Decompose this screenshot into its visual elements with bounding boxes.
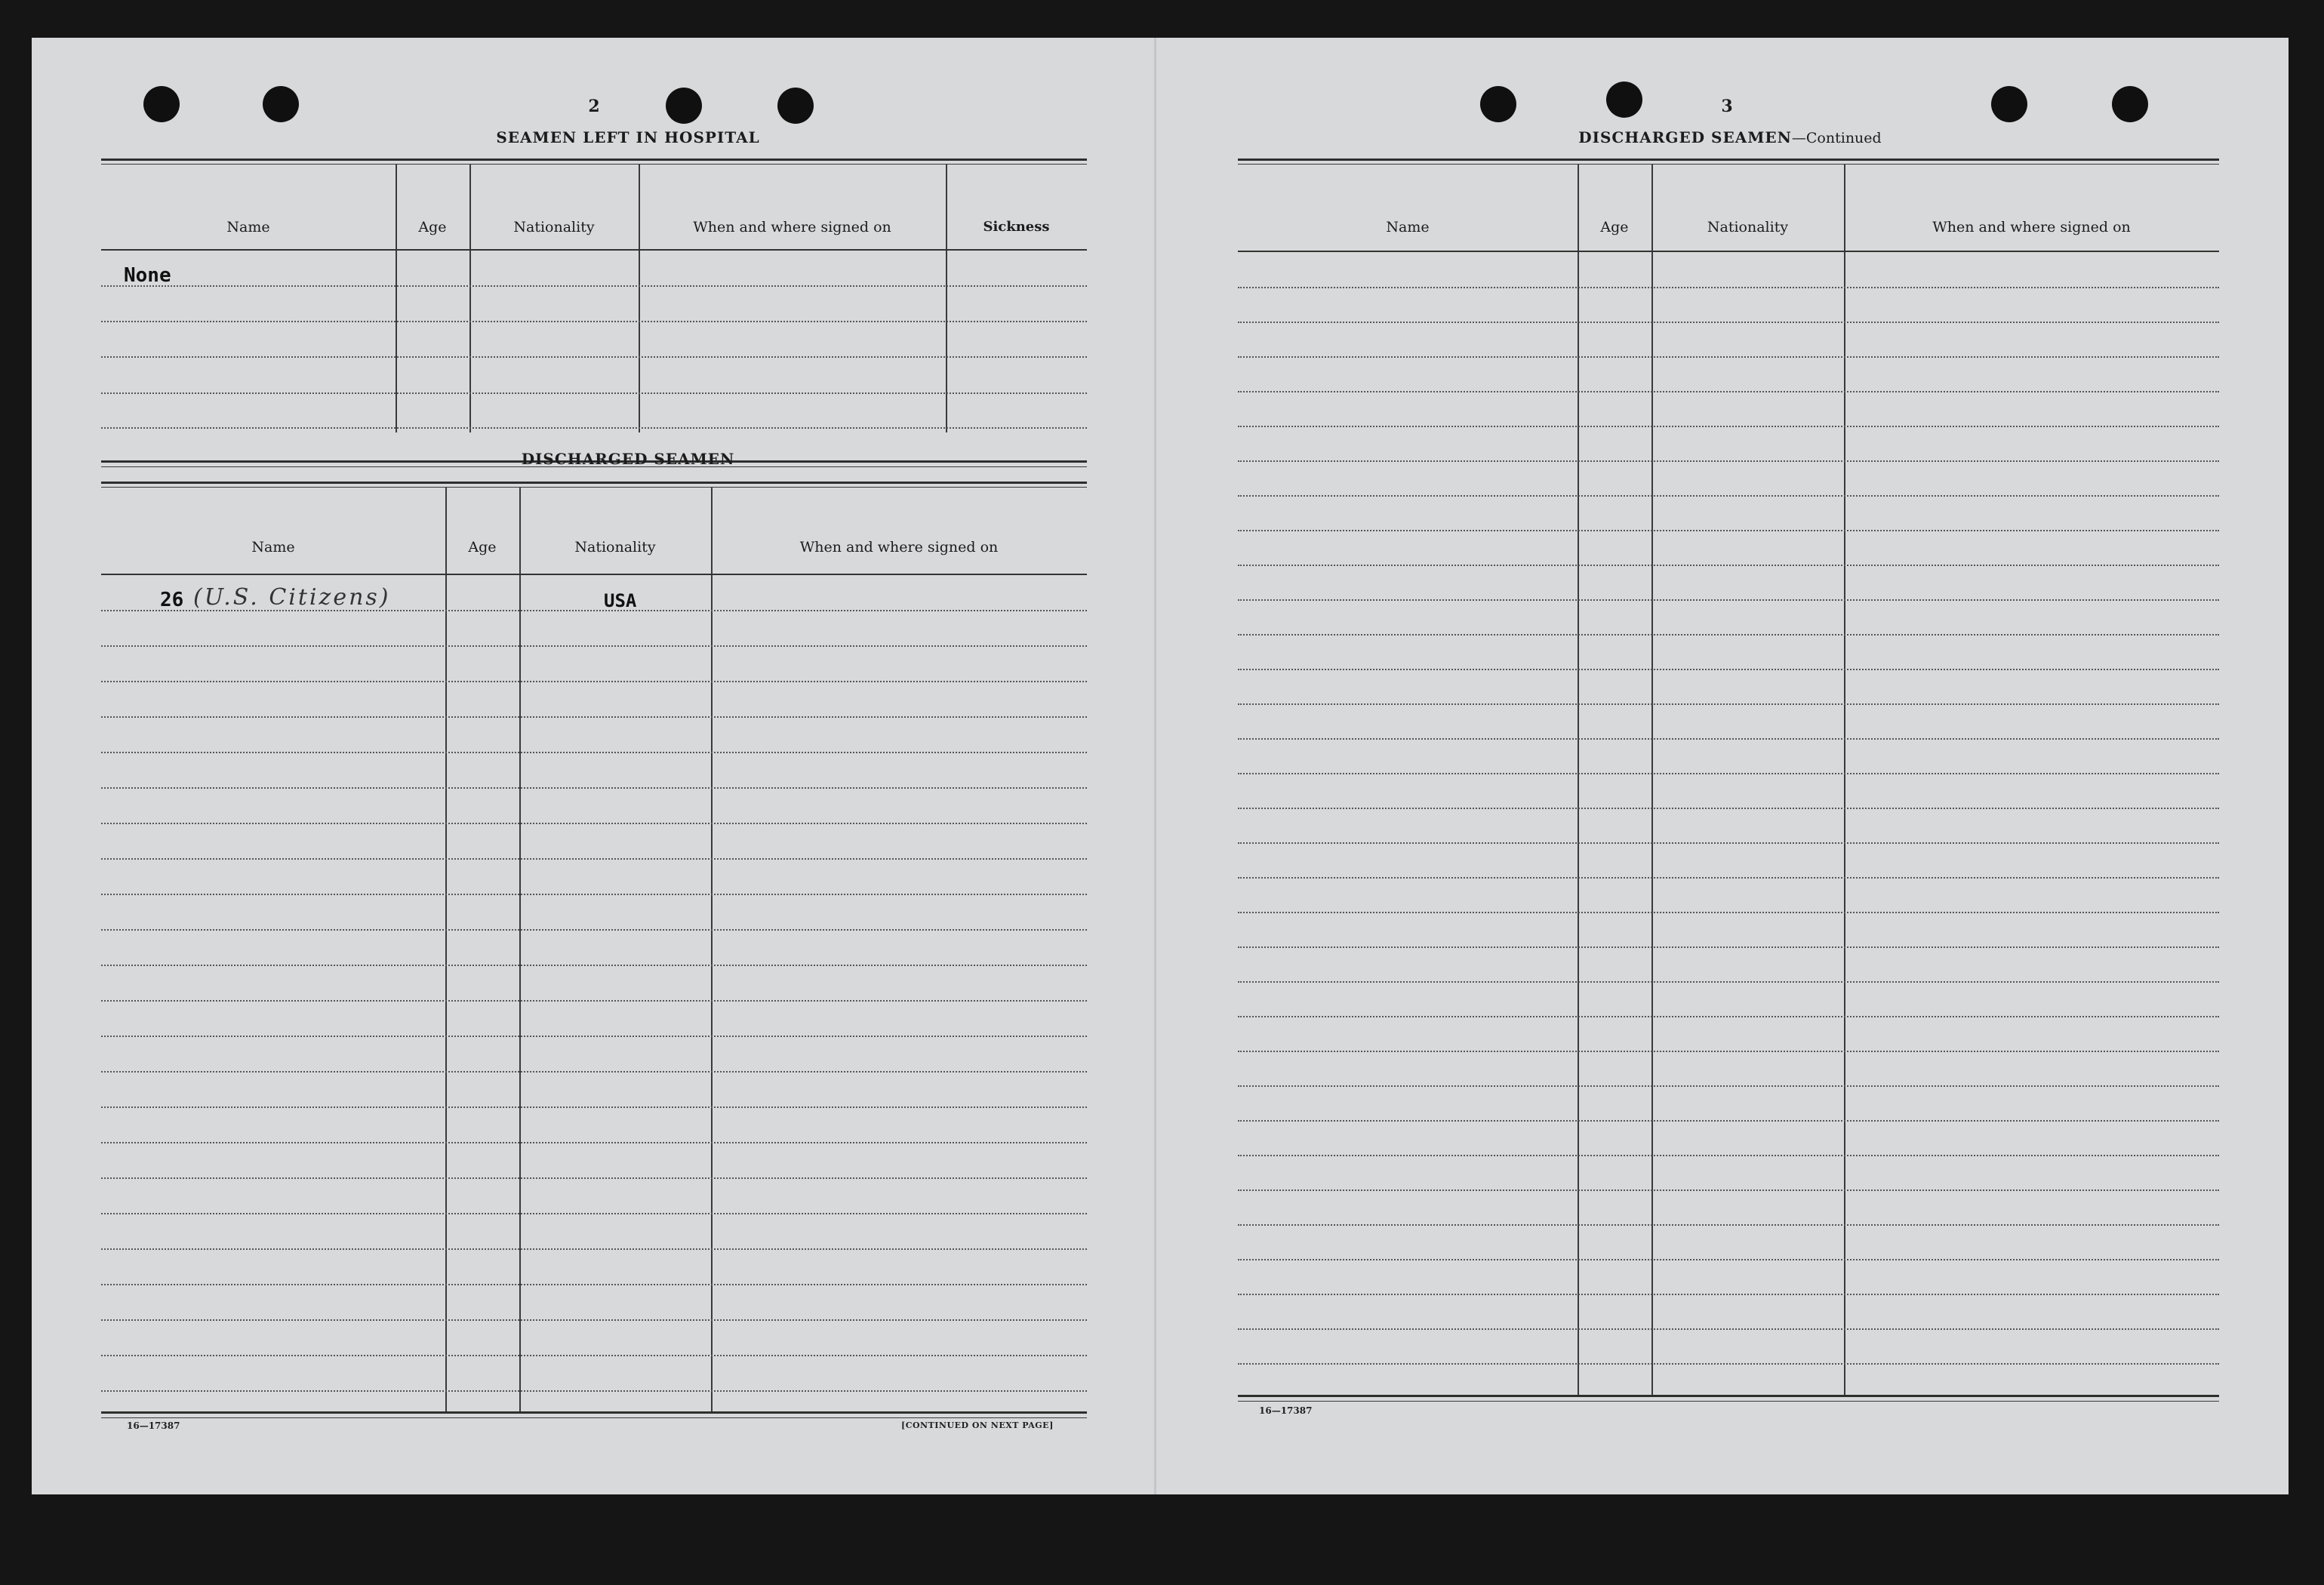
col-header-nationality: Nationality: [513, 219, 595, 235]
discharged-continued-title-suffix: —Continued: [1791, 130, 1882, 146]
punch-hole: [666, 88, 702, 124]
punch-hole: [777, 88, 814, 124]
discharged-section-title: DISCHARGED SEAMEN: [521, 450, 735, 468]
punch-hole: [143, 86, 180, 122]
col-header-age: Age: [1600, 219, 1629, 235]
punch-hole: [1606, 82, 1642, 118]
punch-hole: [1480, 86, 1516, 122]
col-header-when-where: When and where signed on: [1932, 219, 2131, 235]
discharged-continued-title: [1488, 128, 1972, 146]
col-header-name: Name: [226, 219, 270, 235]
col-header-nationality: Nationality: [1707, 219, 1789, 235]
form-number-right: 16—17387: [1259, 1405, 1313, 1416]
col-header-nationality: Nationality: [574, 539, 656, 556]
punch-hole: [2112, 86, 2148, 122]
discharged-table-right: [1238, 158, 2219, 1457]
col-header-name: Name: [1386, 219, 1430, 235]
col-header-age: Age: [468, 539, 497, 556]
punch-hole: [1991, 86, 2027, 122]
discharged-entry-count: 26: [160, 589, 184, 611]
col-header-when-where: When and where signed on: [799, 539, 999, 556]
page-number-right: 3: [1721, 97, 1733, 116]
form-number-left: 16—17387: [127, 1420, 180, 1431]
hospital-entry-name: None: [124, 264, 171, 287]
page-number-left: 2: [588, 97, 600, 116]
punch-hole: [263, 86, 299, 122]
document-sheet: [32, 38, 2289, 1494]
discharged-table-left: [101, 482, 1087, 1455]
discharged-continued-title-main: DISCHARGED SEAMEN: [1578, 128, 1792, 146]
col-header-age: Age: [418, 219, 447, 235]
discharged-entry-handwritten-note: (U.S. Citizens): [193, 584, 391, 611]
hospital-table: [101, 158, 1087, 476]
page-fold: [1154, 38, 1156, 1494]
col-header-when-where: When and where signed on: [693, 219, 891, 235]
discharged-entry-nationality: USA: [604, 590, 637, 611]
hospital-section-title: SEAMEN LEFT IN HOSPITAL: [496, 128, 760, 146]
col-header-sickness: Sickness: [983, 219, 1050, 235]
col-header-name: Name: [251, 539, 295, 556]
continued-note: [CONTINUED ON NEXT PAGE]: [901, 1420, 1054, 1430]
